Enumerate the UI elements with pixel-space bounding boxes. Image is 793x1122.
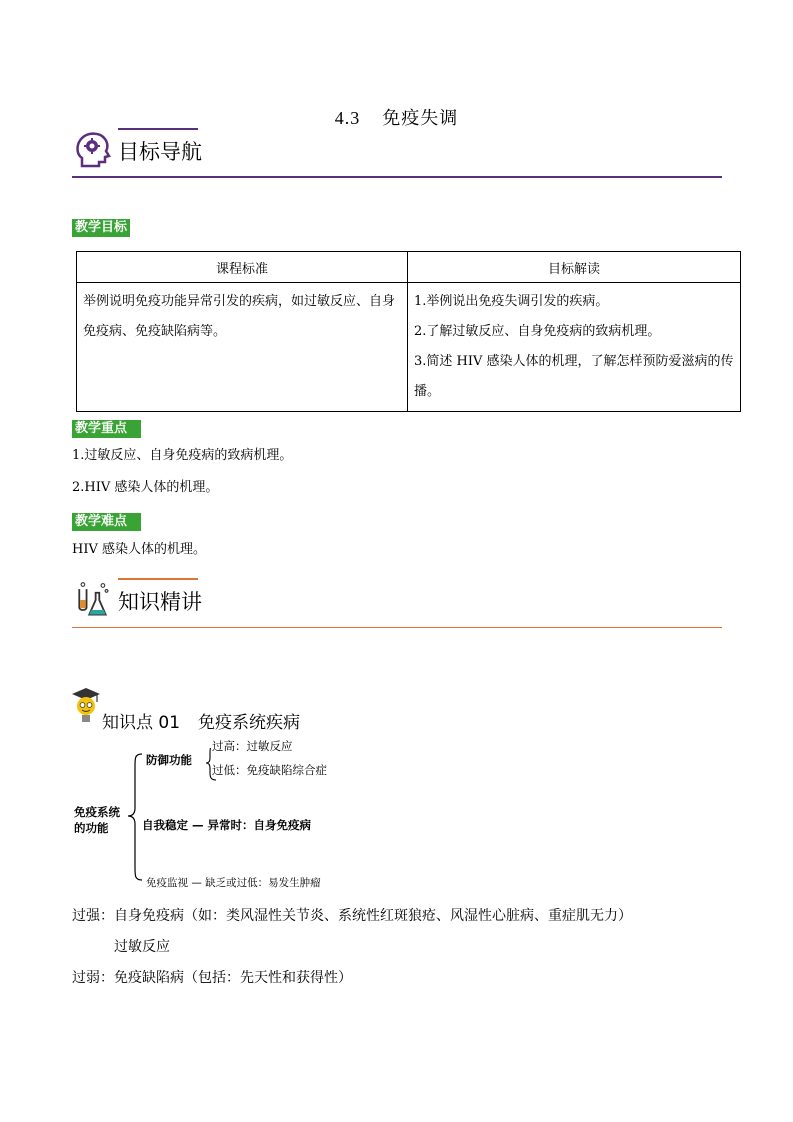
title-number: 4.3: [334, 108, 361, 128]
table-header: 目标解读: [408, 252, 741, 283]
body-line-weak: 过弱：免疫缺陷病（包括：先天性和获得性）: [72, 970, 352, 986]
key-point-2: 2.HIV 感染人体的机理。: [72, 480, 219, 495]
title-text: 免疫失调: [382, 108, 459, 129]
page-title: [0, 104, 793, 130]
key-point-1: 1.过敏反应、自身免疫病的致病机理。: [72, 448, 293, 463]
goals-table: [76, 251, 741, 412]
list-item: 3.简述 HIV 感染人体的机理，了解怎样预防爱滋病的传播。: [414, 354, 734, 399]
teaching-goals-tag: 教学目标: [72, 219, 130, 237]
flask-icon: [72, 580, 112, 620]
key-points-tag: 教学重点: [72, 420, 141, 438]
section-header-goals: [72, 128, 722, 178]
diagram-homeostasis: 自我稳定 — 异常时：自身免疫病: [142, 818, 312, 832]
diagram-defense-high: 过高：过敏反应: [212, 739, 293, 753]
diagram-brace: [126, 748, 226, 884]
diagram-root: 免疫系统 的功能: [74, 805, 120, 835]
knowledge-point-heading: [102, 708, 300, 733]
difficult-points-tag: 教学难点: [72, 513, 141, 531]
diagram-defense: 防御功能: [146, 753, 192, 767]
difficult-point-1: HIV 感染人体的机理。: [72, 542, 206, 557]
standard-cell: 举例说明免疫功能异常引发的疾病，如过敏反应、自身免疫病、免疫缺陷病等。: [77, 283, 408, 412]
diagram-surveillance: 免疫监视 — 缺乏或过低：易发生肿瘤: [146, 877, 321, 889]
section-header-knowledge: [72, 578, 722, 628]
body-line-allergy: 过敏反应: [114, 939, 170, 955]
graduate-bulb-icon: [70, 686, 102, 726]
section-title: 目标导航: [118, 140, 202, 164]
interpretation-cell: [408, 283, 741, 412]
body-line-strong: 过强：自身免疫病（如：类风湿性关节炎、系统性红斑狼疮、风湿性心脏病、重症肌无力）: [72, 908, 632, 924]
section-title: 知识精讲: [118, 590, 202, 614]
list-item: 2.了解过敏反应、自身免疫病的致病机理。: [414, 324, 661, 339]
diagram-defense-low: 过低：免疫缺陷综合症: [212, 763, 327, 777]
knowledge-point-label: 知识点 01: [102, 713, 181, 733]
table-header: 课程标准: [77, 252, 408, 283]
knowledge-point-title: 免疫系统疾病: [198, 713, 301, 733]
brain-head-icon: [72, 130, 112, 170]
list-item: 1.举例说出免疫失调引发的疾病。: [414, 294, 609, 309]
